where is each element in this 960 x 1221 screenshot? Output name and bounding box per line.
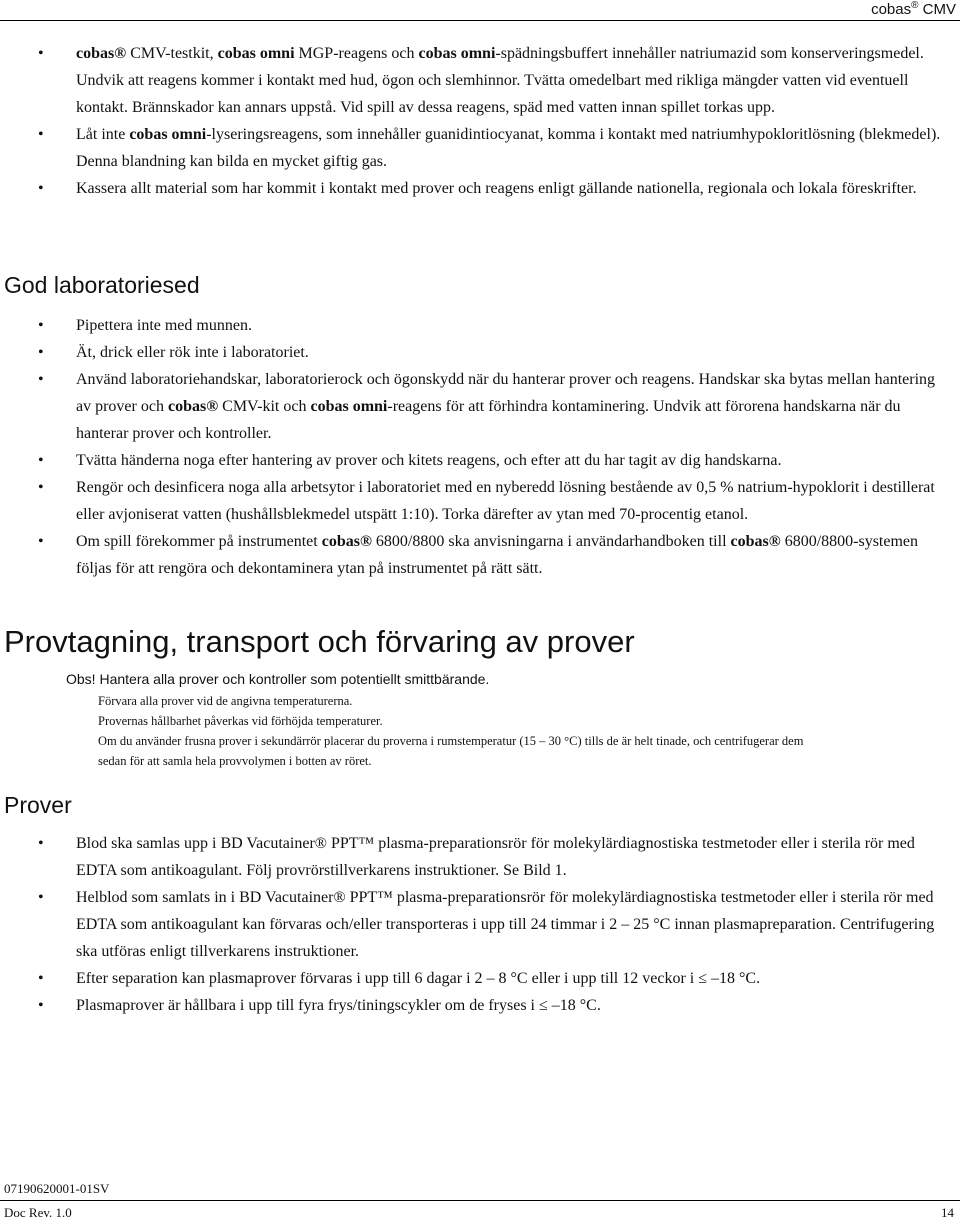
list-item: • Plasmaprover är hållbara i upp till fyra frys/tiningscykler om de fryses i ≤ –18 °C. bbox=[0, 992, 960, 1019]
list-item: • Låt inte cobas omni-lyseringsreagens, som innehåller guanidintiocyanat, komma i kontakt med natriumhypokloritlösning (blekmedel). Denna blandning kan bilda en mycket giftig gas. bbox=[0, 121, 960, 175]
list-item: • Tvätta händerna noga efter hantering av prover och kitets reagens, och efter att du har tagit av dig handskarna. bbox=[0, 447, 960, 474]
page-number: 14 bbox=[941, 1205, 954, 1220]
list-item: • Blod ska samlas upp i BD Vacutainer® PPT™ plasma-preparationsrör för molekylärdiagnostiska testmetoder eller i sterila rör med EDTA som antikoagulant. Följ provrörstillverkarens instruktioner. Se Bild 1. bbox=[0, 830, 960, 884]
header-brand: cobas® CMV bbox=[871, 0, 956, 18]
list-item: • Efter separation kan plasmaprover förvaras i upp till 6 dagar i 2 – 8 °C eller i upp till 12 veckor i ≤ –18 °C. bbox=[0, 965, 960, 992]
note-line: Provernas hållbarhet påverkas vid förhöjda temperaturer. bbox=[98, 714, 383, 728]
note-line: Om du använder frusna prover i sekundärrör placerar du proverna i rumstemperatur (15 – 30 °C) tills de är helt tinade, och centrifugerar dem sedan för att samla hela provvolymen i botten av röret. bbox=[98, 734, 804, 768]
lab-practice-list bbox=[0, 312, 960, 582]
note-line: Förvara alla prover vid de angivna temperaturerna. bbox=[98, 694, 353, 708]
section-title-samples: Prover bbox=[4, 792, 72, 818]
footer-rule bbox=[0, 1200, 960, 1201]
obs-note: Obs! Hantera alla prover och kontroller som potentiellt smittbärande. bbox=[66, 671, 490, 687]
samples-list bbox=[0, 830, 960, 1019]
list-item: • Pipettera inte med munnen. bbox=[0, 312, 960, 339]
sampling-notes bbox=[98, 691, 828, 771]
list-item: • Om spill förekommer på instrumentet cobas® 6800/8800 ska anvisningarna i användarhandboken till cobas® 6800/8800-systemen följas för att rengöra och dekontaminera ytan på instrumentet på rätt sätt. bbox=[0, 528, 960, 582]
header-rule bbox=[0, 20, 960, 21]
list-item: • Ät, drick eller rök inte i laboratoriet. bbox=[0, 339, 960, 366]
list-item: • Använd laboratoriehandskar, laboratorierock och ögonskydd när du hanterar prover och reagens. Handskar ska bytas mellan hantering av prover och cobas® CMV-kit och cobas omni-reagens för att förhindra kontaminering. Undvik att förorena handskarna när du hanterar prover och kontroller. bbox=[0, 366, 960, 447]
list-item: • cobas® CMV-testkit, cobas omni MGP-reagens och cobas omni-spädningsbuffert innehåller natriumazid som konserveringsmedel. Undvik att reagens kommer i kontakt med hud, ögon och slemhinnor. Tvätta omedelbart med rikliga mängder vatten vid eventuell kontakt. Brännskador kan annars uppstå. Vid spill av dessa reagens, späd med vatten innan spillet torkas upp. bbox=[0, 40, 960, 121]
list-item: • Kassera allt material som har kommit i kontakt med prover och reagens enligt gällande nationella, regionala och lokala föreskrifter. bbox=[0, 175, 960, 202]
section-title-sampling: Provtagning, transport och förvaring av prover bbox=[4, 624, 635, 659]
section-title-lab-practice: God laboratoriesed bbox=[4, 272, 200, 298]
list-item: • Rengör och desinficera noga alla arbetsytor i laboratoriet med en nyberedd lösning bestående av 0,5 % natrium-hypoklorit i destillerat eller avjoniserat vatten (hushållsblekmedel utspätt 1:10). Torka därefter av ytan med 70-procentig etanol. bbox=[0, 474, 960, 528]
list-item: • Helblod som samlats in i BD Vacutainer® PPT™ plasma-preparationsrör för molekylärdiagnostiska testmetoder eller i sterila rör med EDTA som antikoagulant kan förvaras och/eller transporteras i upp till 24 timmar i 2 – 25 °C innan plasmapreparation. Centrifugering ska utföras enligt tillverkarens instruktioner. bbox=[0, 884, 960, 965]
warnings-list bbox=[0, 40, 960, 202]
document-revision: Doc Rev. 1.0 bbox=[4, 1205, 72, 1220]
document-number: 07190620001-01SV bbox=[4, 1181, 110, 1196]
